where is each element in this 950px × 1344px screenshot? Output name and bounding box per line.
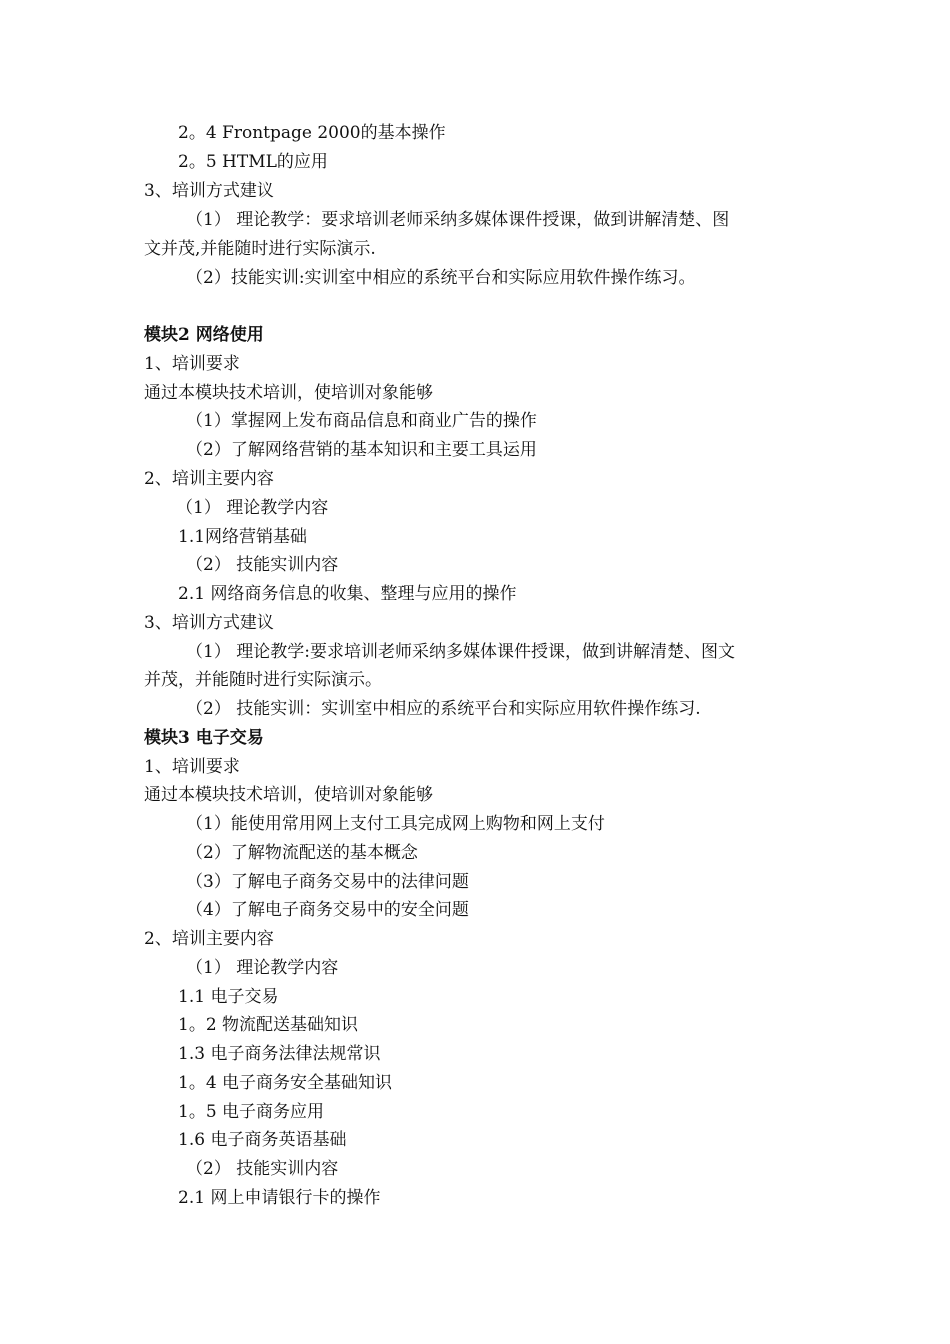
text-line: （2）了解物流配送的基本概念	[186, 843, 418, 863]
text-line: 1.3 电子商务法律法规常识	[178, 1044, 381, 1064]
text-line: 通过本模块技术培训，使培训对象能够	[144, 383, 433, 403]
section-heading: 1、培训要求	[144, 354, 240, 374]
text-line: 2。4 Frontpage 2000的基本操作	[178, 123, 446, 143]
text-line: （1）能使用常用网上支付工具完成网上购物和网上支付	[186, 814, 605, 834]
text-line: （3）了解电子商务交易中的法律问题	[186, 872, 469, 892]
text-line: 并茂，并能随时进行实际演示。	[144, 670, 382, 690]
text-line: 1.1 电子交易	[178, 987, 279, 1007]
section-heading: 3、培训方式建议	[144, 613, 274, 633]
text-line: 1.6 电子商务英语基础	[178, 1130, 347, 1150]
text-line: （4）了解电子商务交易中的安全问题	[186, 900, 469, 920]
section-heading: 2、培训主要内容	[144, 929, 274, 949]
module-heading: 模块2 网络使用	[144, 325, 264, 345]
text-line: （2）技能实训:实训室中相应的系统平台和实际应用软件操作练习。	[186, 268, 696, 288]
text-line: （1） 理论教学内容	[176, 498, 329, 518]
module-heading: 模块3 电子交易	[144, 728, 264, 748]
text-line: 2。5 HTML的应用	[178, 152, 328, 172]
text-line: （2） 技能实训：实训室中相应的系统平台和实际应用软件操作练习.	[186, 699, 701, 719]
section-heading: 1、培训要求	[144, 757, 240, 777]
text-line: （2） 技能实训内容	[186, 1159, 339, 1179]
text-line: （1） 理论教学内容	[186, 958, 339, 978]
text-line: （1） 理论教学:要求培训老师采纳多媒体课件授课，做到讲解清楚、图文	[186, 642, 735, 662]
text-line: 1。5 电子商务应用	[178, 1102, 325, 1122]
text-line: 1。2 物流配送基础知识	[178, 1015, 359, 1035]
text-line: （2）了解网络营销的基本知识和主要工具运用	[186, 440, 537, 460]
text-line: 2.1 网上申请银行卡的操作	[178, 1188, 381, 1208]
text-line: （1）掌握网上发布商品信息和商业广告的操作	[186, 411, 537, 431]
text-line: 2.1 网络商务信息的收集、整理与应用的操作	[178, 584, 517, 604]
text-line: 1.1网络营销基础	[178, 527, 308, 547]
section-heading: 3、培训方式建议	[144, 181, 274, 201]
text-line: 1。4 电子商务安全基础知识	[178, 1073, 393, 1093]
section-heading: 2、培训主要内容	[144, 469, 274, 489]
text-line: （1） 理论教学：要求培训老师采纳多媒体课件授课，做到讲解清楚、图	[186, 210, 730, 230]
text-line: （2） 技能实训内容	[186, 555, 339, 575]
text-line: 通过本模块技术培训，使培训对象能够	[144, 785, 433, 805]
text-line: 文并茂,并能随时进行实际演示.	[144, 239, 376, 259]
